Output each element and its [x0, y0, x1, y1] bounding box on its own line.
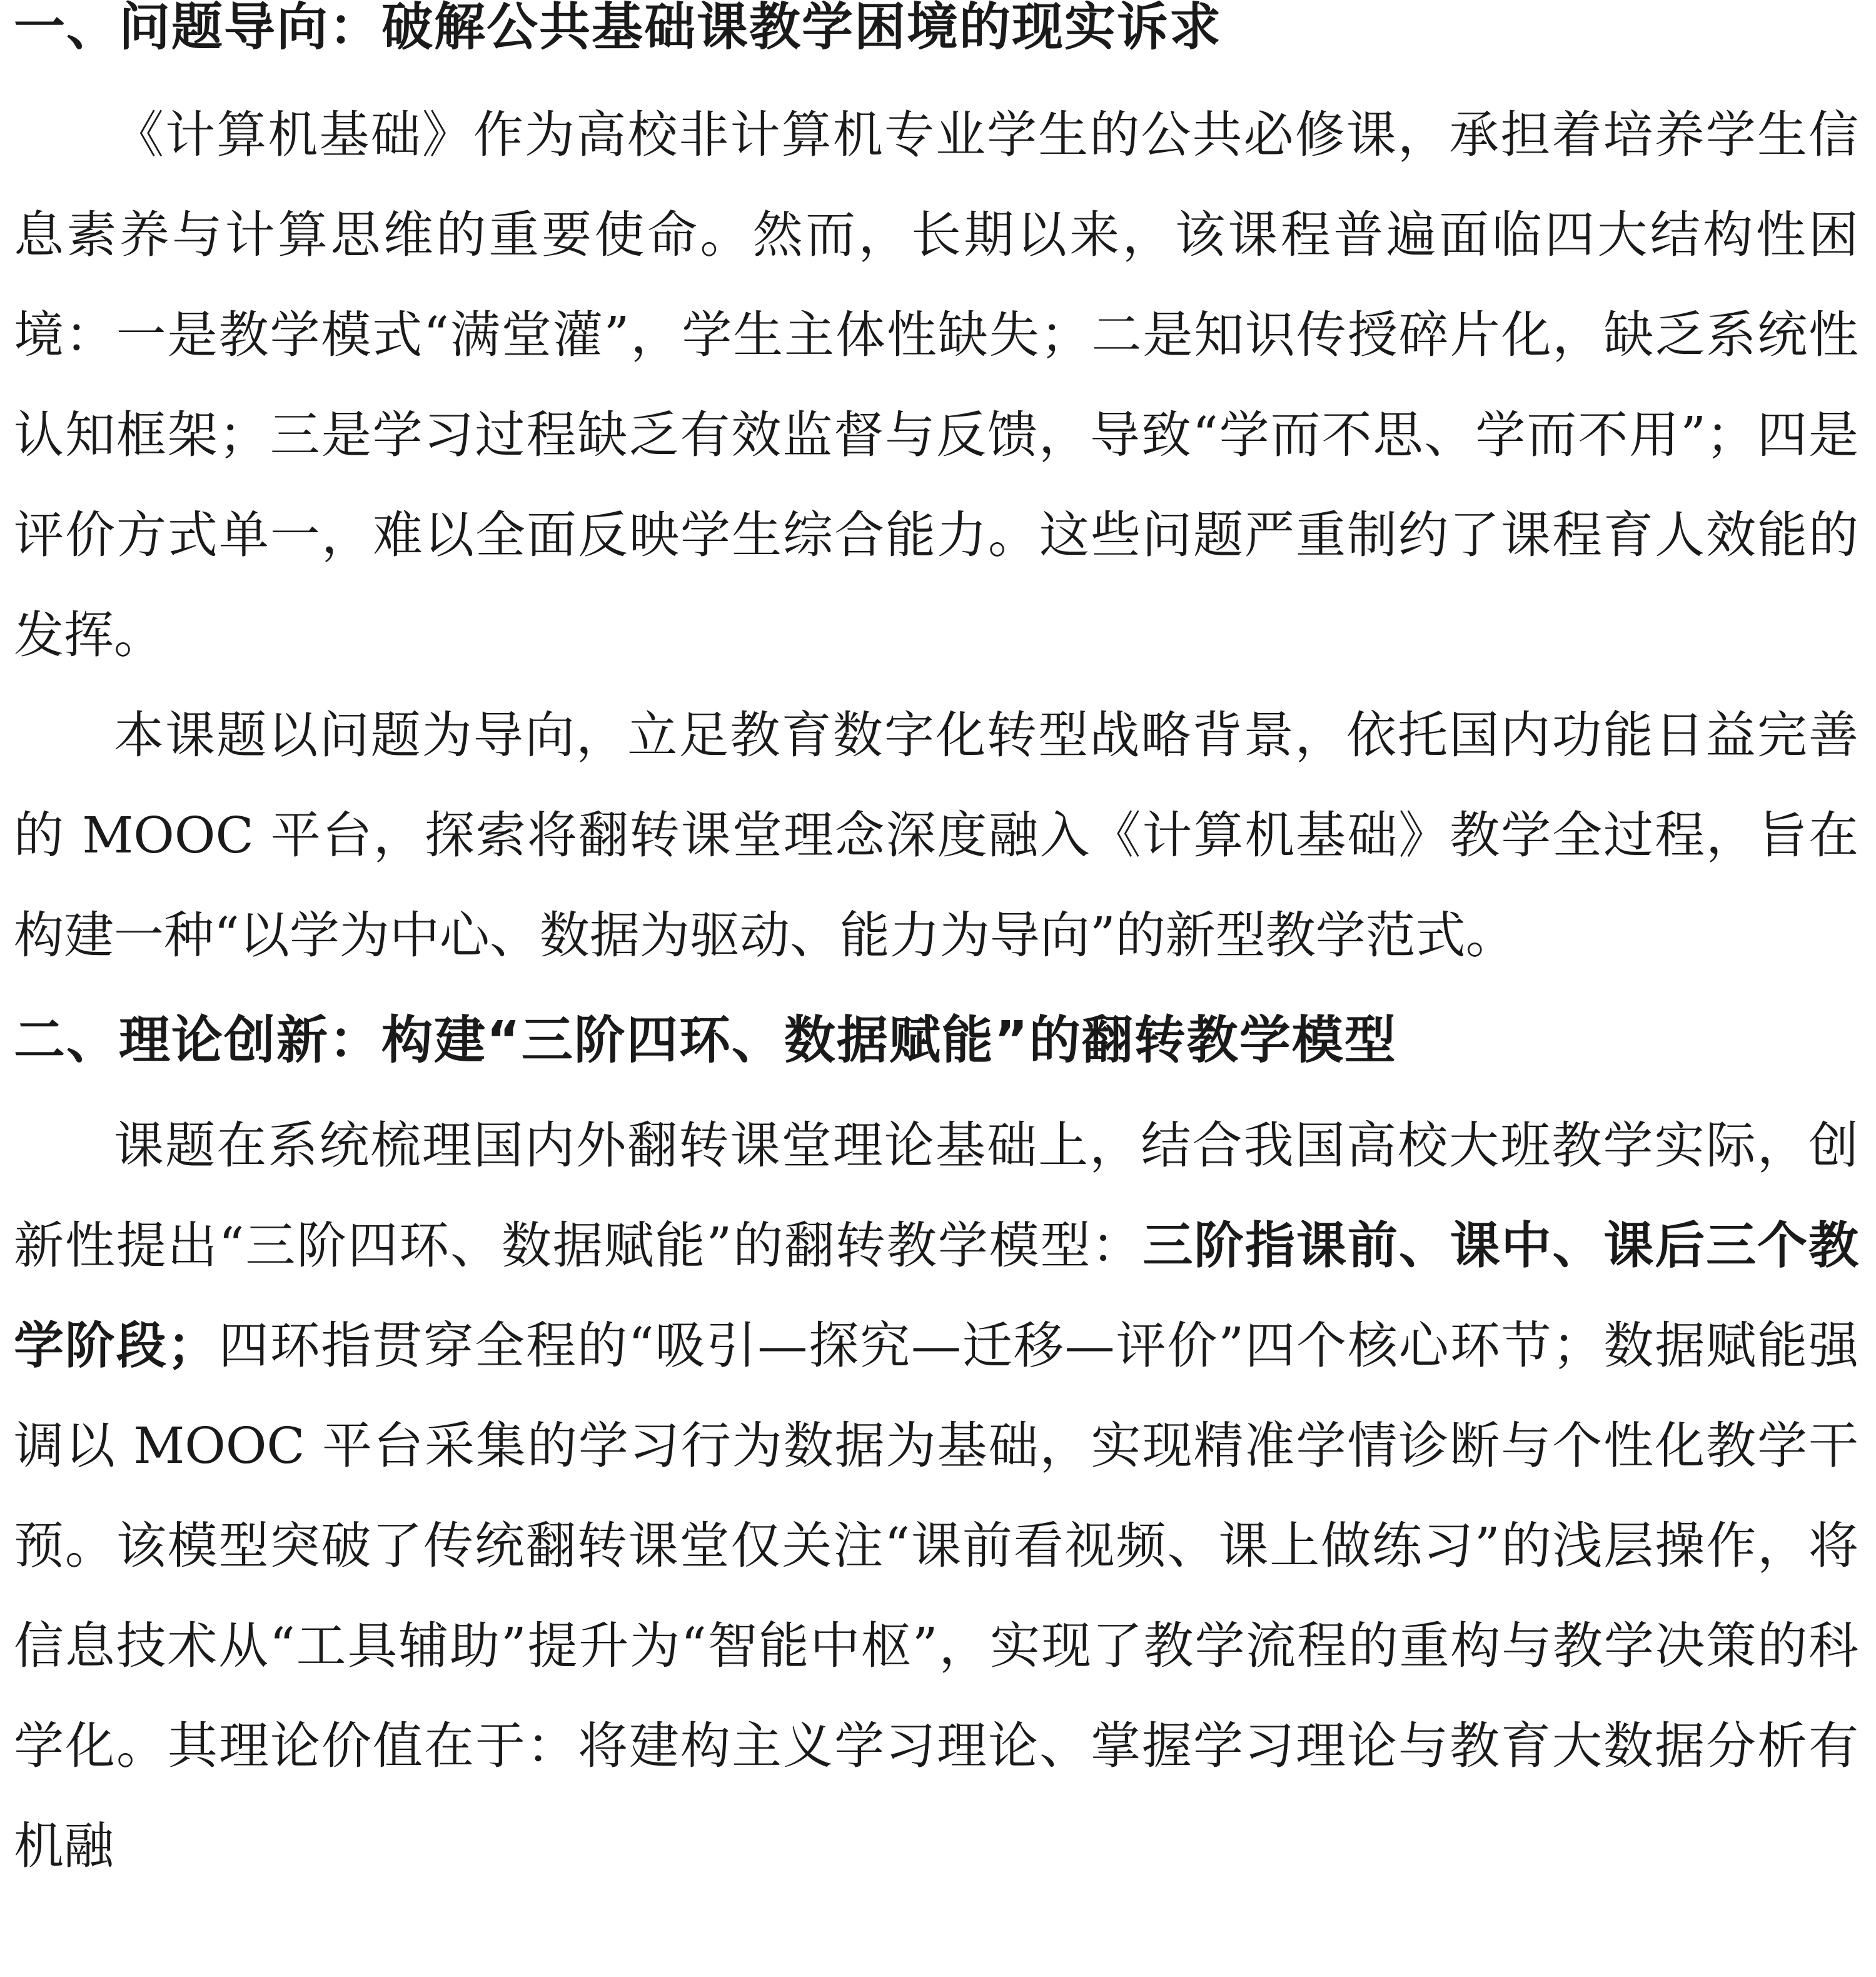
section-1-paragraph-2: 本课题以问题为导向，立足教育数字化转型战略背景，依托国内功能日益完善的 MOOC 平台，探索将翻转课堂理念深度融入《计算机基础》教学全过程，旨在构建一种“以学为中心、数据为驱动、能力为导向”的新型教学范式。	[14, 706, 1858, 964]
paragraph-text-rest: 四环指贯穿全程的“吸引—探究—迁移—评价”四个核心环节；数据赋能强调以 MOOC 平台采集的学习行为数据为基础，实现精准学情诊断与个性化教学干预。该模型突破了传统翻转课堂仅关注“课前看视频、课上做练习”的浅层操作，将信息技术从“工具辅助”提升为“智能中枢”，实现了教学流程的重构与教学决策的科学化。其理论价值在于：将建构主义学习理论、掌握学习理论与教育大数据分析有机融	[14, 1317, 1859, 1875]
section-2-paragraph-1	[14, 1096, 1858, 1896]
section-1-heading: 一、问题导向：破解公共基础课教学困境的现实诉求	[14, 0, 1223, 57]
section-problem-orientation	[14, 0, 1858, 986]
document-page	[14, 0, 1858, 1896]
section-theory-innovation	[14, 986, 1858, 1896]
paragraph-text-lead: 课题在系统梳理国内外翻转课堂理论基础上，结合我国高校大班教学实际，创新性提出“三阶四环、数据赋能”的翻转教学模型：	[14, 1116, 1858, 1275]
paragraph-bold-emphasis: 三阶指课前、课中、课后三个教学阶段；	[14, 1216, 1859, 1375]
section-1-paragraph-1: 《计算机基础》作为高校非计算机专业学生的公共必修课，承担着培养学生信息素养与计算思维的重要使命。然而，长期以来，该课程普遍面临四大结构性困境：一是教学模式“满堂灌”，学生主体性缺失；二是知识传授碎片化，缺乏系统性认知框架；三是学习过程缺乏有效监督与反馈，导致“学而不思、学而不用”；四是评价方式单一，难以全面反映学生综合能力。这些问题严重制约了课程育人效能的发挥。	[14, 106, 1858, 664]
section-2-heading: 二、理论创新：构建“三阶四环、数据赋能”的翻转教学模型	[14, 1011, 1397, 1070]
